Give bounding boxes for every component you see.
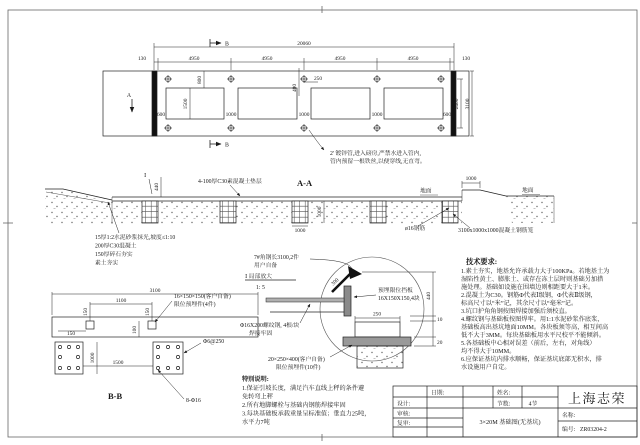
tb-recheck-label: 复审: (397, 421, 411, 427)
opening-3 (311, 88, 370, 119)
dim-pit-depth: 1000 (317, 206, 323, 218)
tech-line-0: 1.素土夯实，地基允许承载力大于100KPa。若地基土为 (461, 268, 610, 275)
dim-step: 1000 (465, 176, 477, 182)
dim-seg-2: 4950 (261, 56, 273, 62)
rebar-label: ø16钢筋 (405, 226, 426, 232)
detail-i (245, 257, 436, 368)
bb-bars-label: 8-Φ16 (186, 398, 201, 404)
tb-title-label: 名称: (562, 413, 576, 419)
anchor-rods (266, 298, 344, 302)
dim-width-bolts: 2400 (454, 98, 460, 110)
dim-gap-1: 1000 (225, 112, 237, 118)
tb-no-label: 编号: (562, 427, 576, 433)
detail-angle-note-1: 7#角钢长3100,2件 (254, 255, 299, 261)
bb-plate-label-2: 限位预埋件(4件) (174, 302, 216, 308)
label-section-b-top: B (225, 41, 229, 48)
dim-pit-width: 1000 (294, 228, 306, 234)
dim-bb-total: 3100 (149, 288, 161, 294)
tb-drawing-desc: 3×20M 基础图(无基坑) (479, 419, 541, 426)
bb-plate-label-1: 16×150×150(客户自备) (174, 294, 231, 300)
dim-total-length: 20060 (297, 41, 311, 47)
layer-note-4: 素土夯实 (95, 260, 119, 267)
dim-end-gap-left: 600 (156, 112, 166, 118)
tech-line-6: 4.螺纹钢与基础板按图焊牢。用1:1水泥砂浆作底浆， (461, 316, 604, 323)
pier-bb-right (153, 342, 183, 374)
dim-bb-1500: 1500 (112, 360, 124, 366)
tb-design-label: 设计: (397, 401, 411, 408)
dim-gap-2: 1000 (298, 112, 310, 118)
embed-plate-right (148, 321, 156, 329)
special-note-l2: 免转弯上秤 (242, 393, 273, 401)
detail-title: Ⅰ 局部放大 (245, 274, 272, 280)
tech-line-5: 3.坑口护角角钢按图焊接加强后须校直。 (461, 308, 571, 315)
tech-line-7: 基础板高出基坑地面10MM。各块板须等高，相互间高 (461, 324, 609, 331)
layer-note-2: 200厚C30混凝土 (95, 243, 137, 250)
tech-line-12: 水设施用户自定。 (461, 364, 511, 371)
special-note-l3: 2.所有地脚螺栓与基础内钢筋焊接牢固 (242, 402, 346, 409)
deck-section (52, 317, 258, 337)
tech-requirements (461, 257, 609, 371)
tech-line-1: 湿陷性黄土、膨胀土、或存在冻土层时则基础另加措 (461, 276, 604, 283)
dim-end-seg-left: 130 (137, 56, 147, 62)
embed-plate-left (86, 321, 94, 329)
detail-base-label-1: 20×250×400(客户自备) (268, 357, 325, 363)
tech-line-4: 标高尺寸以“米”记，其余尺寸以“毫米”记。 (461, 300, 578, 307)
special-note-l1: 1.保证引坡长度，满足汽车直线上秤的条件避 (242, 385, 365, 392)
stop-plate (344, 286, 351, 316)
pipe-note-line1: 2' 镀锌管,进入磅房,严禁水进入管内, (330, 151, 421, 157)
detail-rod-label-1: Φ16X200螺纹钢, 4根/块 (240, 323, 300, 329)
special-note-l4: 3.每块基础板承载重量呈标准值；垂直力25吨， (242, 410, 371, 418)
left-mound-soil (45, 189, 112, 224)
dim-end-gap-right: 600 (442, 112, 452, 118)
dim-edge-height: 440 (154, 182, 160, 192)
special-note-l5: 水平力7吨 (242, 419, 270, 426)
dim-bolt-off-v: 400 (292, 83, 298, 93)
pipe-leader (309, 130, 324, 150)
tech-line-11: 6.应保证基坑内排水顺畅，保证基坑底部无积水，排 (461, 356, 602, 363)
dim-bb-100: 100 (132, 325, 138, 335)
label-section-a: A (126, 93, 132, 99)
dim-end-seg-right: 130 (461, 56, 471, 62)
tech-title: 技术要求: (466, 258, 498, 266)
detail-stop-label-1: 预埋限位挡板 (378, 288, 413, 294)
detail-pier (357, 346, 403, 368)
label-section-b-bottom: B (225, 142, 229, 149)
tb-sections-label: 节数: (497, 401, 511, 408)
layer-note-1: 15厚1:2水泥砂浆抹光,坡度≤1:10 (95, 235, 176, 241)
tech-line-2: 施处理。基础如设施在围墙边则相距要大于1米。 (461, 284, 595, 291)
tb-company: 上海志荣 (567, 391, 627, 406)
section-aa-title: A-A (297, 178, 313, 188)
detail-mark-i: Ⅰ (144, 173, 147, 179)
dim-gap-3: 1000 (371, 112, 383, 118)
section-bb-title: B-B (108, 391, 123, 401)
detail-base-label-2: 限位预埋件(10件) (276, 365, 321, 371)
detail-stop-label-2: 16X150X150,4块 (378, 296, 420, 302)
tech-line-3: 2.混凝土为C30。钢筋Φ代表Ⅰ级钢，Φ代表Ⅱ级钢， (461, 292, 597, 299)
layer-note-3: 150厚碎石夯实 (95, 252, 133, 258)
dim-bb-1000: 1000 (90, 352, 96, 364)
dim-seg-4: 4950 (407, 56, 419, 62)
section-marker-b-bottom (210, 140, 221, 148)
detail-scale: 1: 5 (256, 285, 265, 291)
tech-line-9: 5.各基础板中心相对误差（前后，左右，对角线） (461, 340, 596, 347)
left-end-beam (152, 71, 157, 136)
dim-bolt-off-h: 250 (313, 76, 323, 82)
dim-offset-top: 800 (197, 75, 203, 85)
right-soil (506, 196, 554, 223)
opening-1 (166, 88, 224, 119)
special-notes-title: 特别说明: (242, 376, 269, 383)
dim-seg-1: 4950 (188, 56, 200, 62)
soil-strip (112, 201, 462, 224)
pipe-note-line2: 管内预留一根铁丝,以便穿线,无直弯。 (330, 159, 426, 165)
ground-label-left: 地面 (420, 188, 432, 195)
opening-4 (384, 88, 443, 119)
cage-label: 3100x1000x1000混凝土钢筋笼 (458, 228, 534, 234)
ground-label-right: 地面 (522, 188, 534, 194)
pier-bb-left (55, 342, 83, 374)
tb-check-label: 审核: (397, 411, 411, 418)
anchor-bolts (164, 75, 445, 132)
section-marker-b-top (210, 39, 221, 47)
dim-bb-150-h: 150 (66, 331, 76, 337)
detail-dim-250: 250 (372, 311, 382, 318)
dim-opening-h: 1500 (183, 98, 189, 110)
pad-label: 4-100厚C30素混凝土垫层 (198, 179, 262, 185)
dim-width-total: 3100 (465, 98, 471, 110)
angle-leader (310, 259, 352, 270)
tb-name-label: 姓名: (497, 390, 511, 397)
bb-stirrup-label: Φ6@250 (203, 339, 225, 345)
opening-2 (238, 88, 297, 119)
detail-dim-10: 10 (437, 317, 443, 323)
corner-angle-steel (348, 266, 362, 279)
detail-angle-note-2: 用户自备 (254, 263, 278, 269)
detail-dim-slope: 300 (330, 277, 341, 288)
tb-no-value: ZR03204-2 (580, 427, 607, 433)
dim-bb-150-right: 150 (145, 307, 151, 317)
detail-dim-20: 20 (437, 340, 443, 346)
tech-line-10: 均不得大于10MM。 (461, 348, 516, 355)
detail-dim-440: 440 (426, 291, 432, 301)
limit-block (355, 322, 400, 337)
detail-rod-label-2: 焊接牢固 (249, 331, 273, 337)
tb-date-label: 日期: (431, 390, 445, 397)
tech-line-8: 低不大于3MM。每块基础板用水平尺校平不能倾斜。 (461, 332, 606, 339)
dim-bb-plates: 1100 (115, 298, 127, 304)
dim-seg-3: 4950 (334, 56, 346, 62)
tb-sections-value: 4节 (528, 401, 538, 408)
special-notes (242, 375, 370, 426)
dim-bb-150-left: 150 (83, 307, 89, 317)
base-plate (343, 337, 411, 346)
